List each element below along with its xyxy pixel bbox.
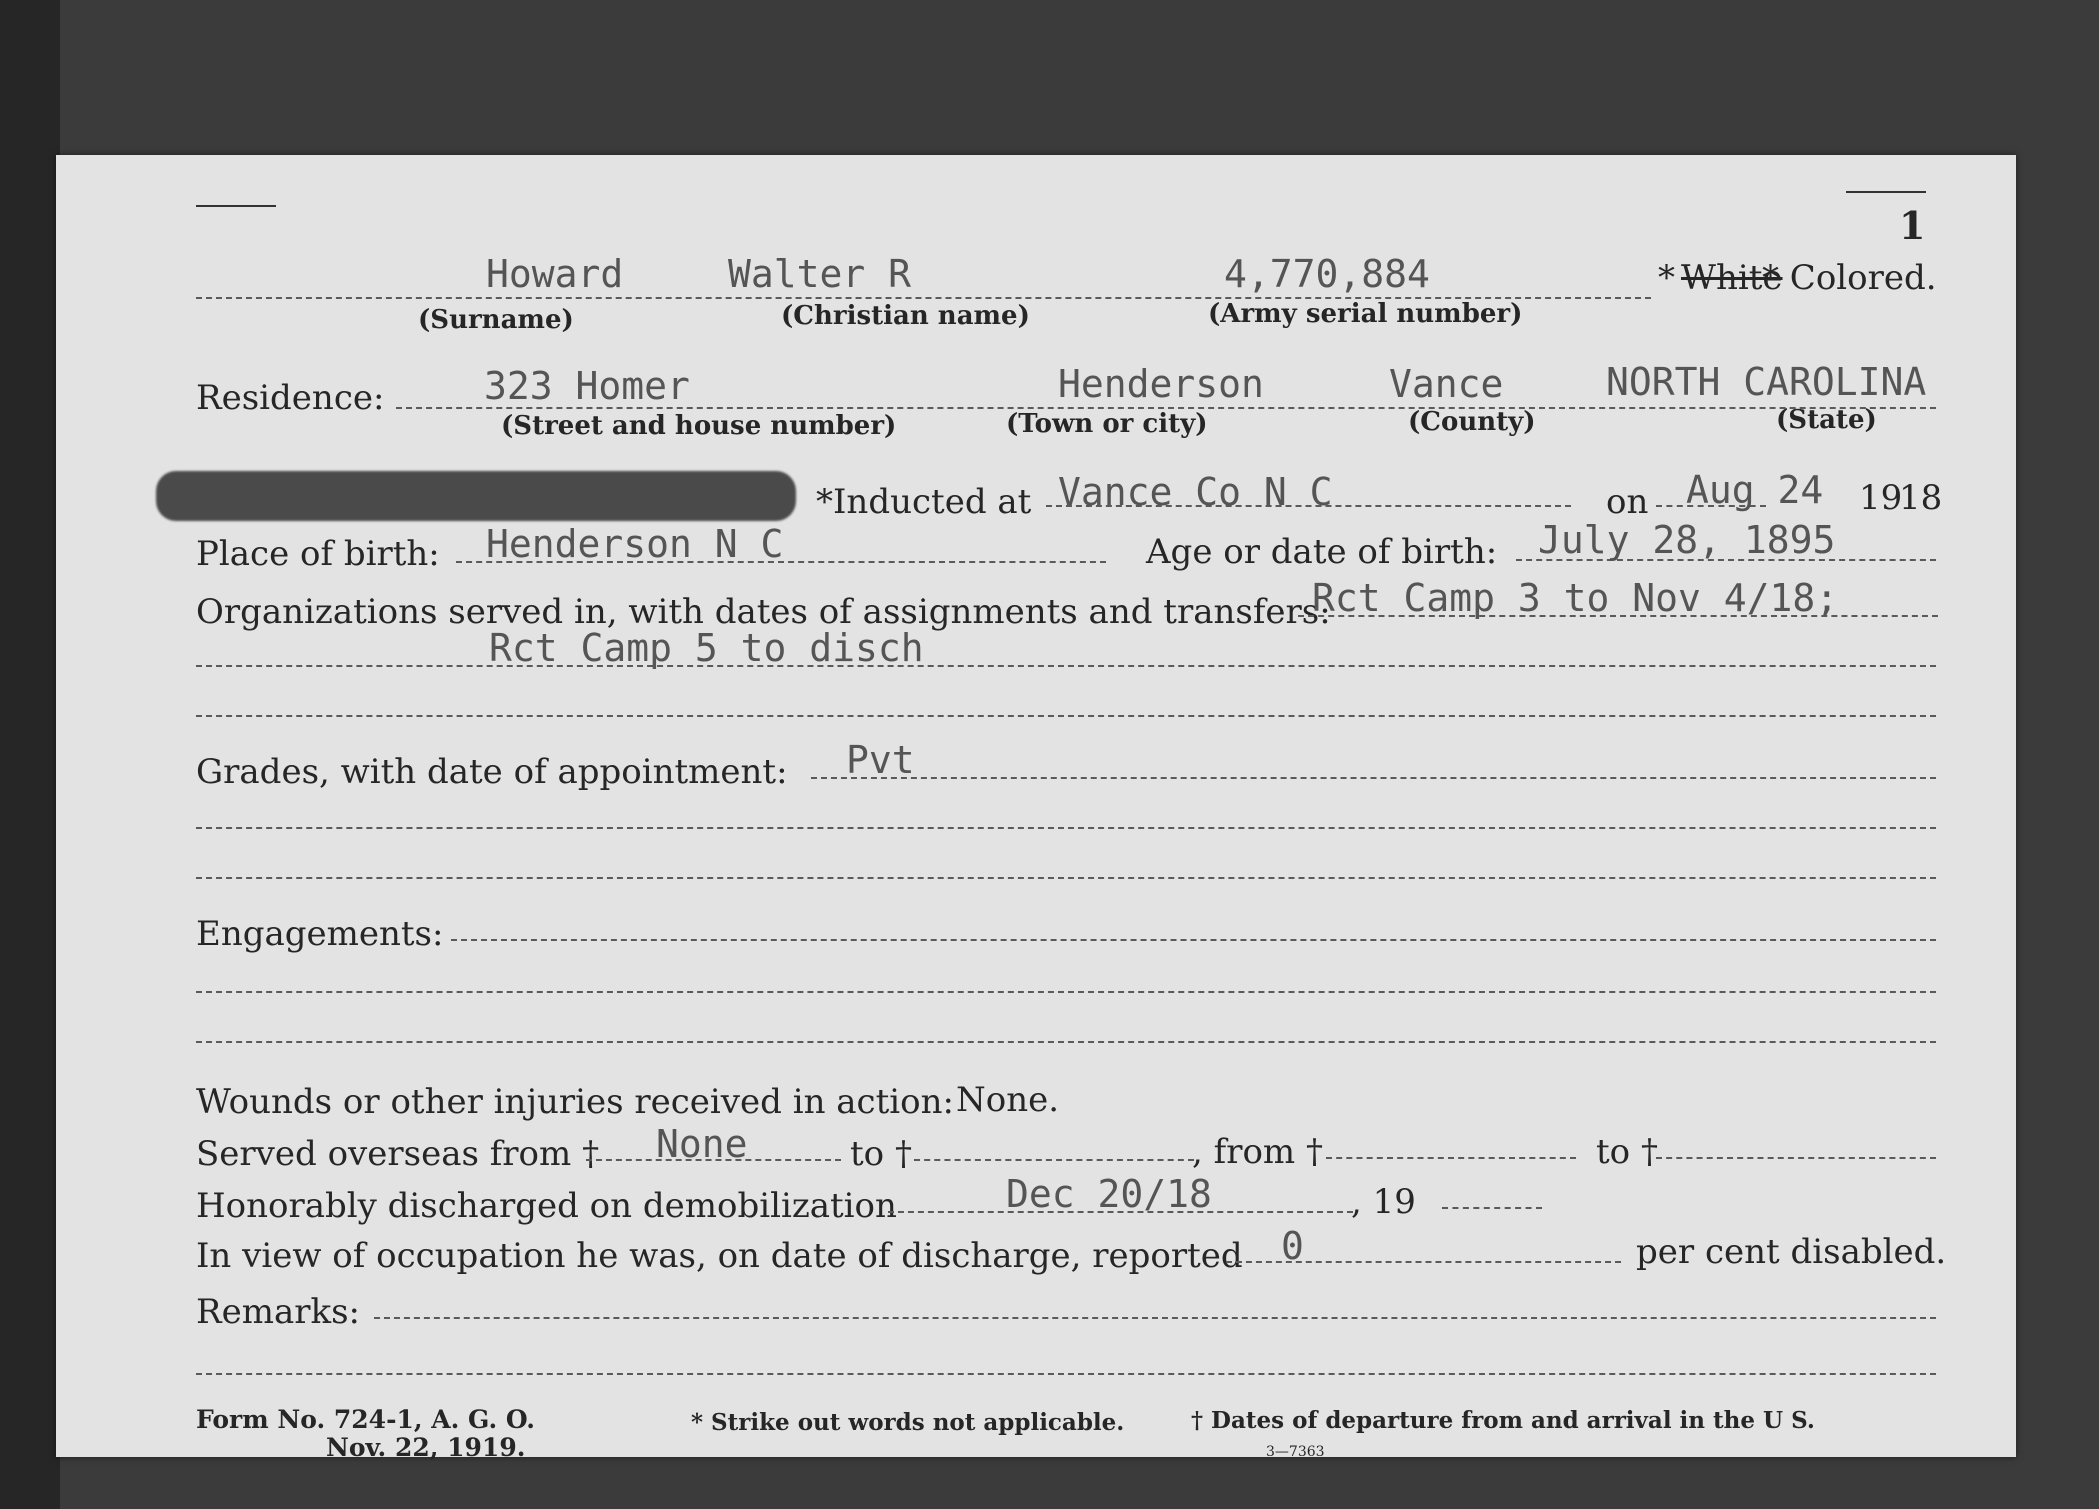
overseas-to-label: to †	[850, 1134, 912, 1174]
town-value: Henderson	[1058, 362, 1264, 406]
serial-caption: (Army serial number)	[1208, 299, 1523, 329]
wounds-value: None.	[956, 1080, 1060, 1120]
grades-line-3	[196, 877, 1936, 879]
corner-mark	[1846, 191, 1926, 193]
race-colored: * Colored.	[1762, 258, 1937, 298]
strike-note: * Strike out words not applicable.	[691, 1409, 1125, 1436]
engagements-line-2	[196, 991, 1936, 993]
on-label: on	[1606, 482, 1649, 522]
grades-label: Grades, with date of appointment:	[196, 752, 788, 792]
engagements-label: Engagements:	[196, 914, 444, 954]
birth-date-label: Age or date of birth:	[1146, 532, 1498, 572]
town-caption: (Town or city)	[1006, 409, 1208, 439]
overseas-to2-label: to †	[1596, 1132, 1658, 1172]
engagements-line-3	[196, 1041, 1936, 1043]
race-white-struck: White	[1681, 258, 1783, 298]
overseas-from-label: Served overseas from †	[196, 1134, 600, 1174]
induction-year: 18	[1899, 478, 1943, 518]
christian-name-value: Walter R	[728, 252, 912, 296]
race-asterisk: *	[1658, 258, 1675, 298]
christian-name-caption: (Christian name)	[781, 301, 1030, 331]
overseas-from-value: None	[656, 1122, 748, 1166]
surname-value: Howard	[486, 252, 624, 296]
organizations-value-2: Rct Camp 5 to disch	[489, 626, 924, 670]
induction-date-value: Aug 24	[1686, 468, 1824, 512]
background-edge	[0, 0, 60, 1509]
state-value: NORTH CAROLINA	[1606, 360, 1927, 404]
engagements-line-1	[451, 939, 1936, 941]
wounds-label: Wounds or other injuries received in action:	[196, 1082, 954, 1122]
remarks-label: Remarks:	[196, 1292, 360, 1332]
corner-mark	[196, 205, 276, 207]
service-record-card	[56, 155, 2016, 1462]
birthplace-value: Henderson N C	[486, 522, 784, 566]
disability-label: In view of occupation he was, on date of discharge, reported	[196, 1236, 1243, 1276]
inducted-label: *Inducted at	[816, 482, 1032, 522]
remarks-line-1	[374, 1317, 1936, 1319]
discharge-year-label: , 19	[1351, 1182, 1416, 1222]
overseas-to-line	[914, 1159, 1194, 1161]
county-value: Vance	[1389, 362, 1504, 406]
grades-line-2	[196, 827, 1936, 829]
street-caption: (Street and house number)	[501, 411, 897, 441]
induction-year-prefix: 19	[1859, 478, 1903, 518]
organizations-line-2	[196, 665, 1936, 667]
grades-line-1	[811, 777, 1936, 779]
serial-number-value: 4,770,884	[1224, 252, 1430, 296]
street-value: 323 Homer	[484, 364, 690, 408]
residence-label: Residence:	[196, 378, 385, 418]
organizations-label: Organizations served in, with dates of assignments and transfers:	[196, 592, 1331, 632]
disability-suffix: per cent disabled.	[1636, 1232, 1947, 1272]
form-date: Nov. 22, 1919.	[326, 1433, 526, 1462]
surname-caption: (Surname)	[418, 305, 574, 335]
birthplace-label: Place of birth:	[196, 534, 440, 574]
overseas-from2-line	[1326, 1157, 1576, 1159]
redaction-smudge	[156, 471, 796, 521]
overseas-from2-label: , from †	[1192, 1132, 1323, 1172]
remarks-line-2	[196, 1373, 1936, 1375]
disability-value: 0	[1281, 1224, 1304, 1268]
county-caption: (County)	[1408, 407, 1536, 437]
discharge-label: Honorably discharged on demobilization	[196, 1186, 897, 1226]
inducted-place-value: Vance Co N C	[1058, 470, 1333, 514]
discharge-year-line	[1442, 1207, 1542, 1209]
organizations-line-3	[196, 715, 1936, 717]
print-code: 3—7363	[1266, 1444, 1325, 1460]
overseas-to2-line	[1656, 1157, 1936, 1159]
organizations-value-1: Rct Camp 3 to Nov 4/18;	[1312, 576, 1839, 620]
grades-value: Pvt	[846, 738, 915, 782]
dates-note: † Dates of departure from and arrival in the U S.	[1191, 1407, 1815, 1434]
discharge-date-value: Dec 20/18	[1006, 1172, 1212, 1216]
state-caption: (State)	[1776, 405, 1877, 435]
birth-date-value: July 28, 1895	[1538, 518, 1836, 562]
form-number: Form No. 724-1, A. G. O.	[196, 1405, 535, 1434]
card-number: 1	[1899, 203, 1926, 248]
